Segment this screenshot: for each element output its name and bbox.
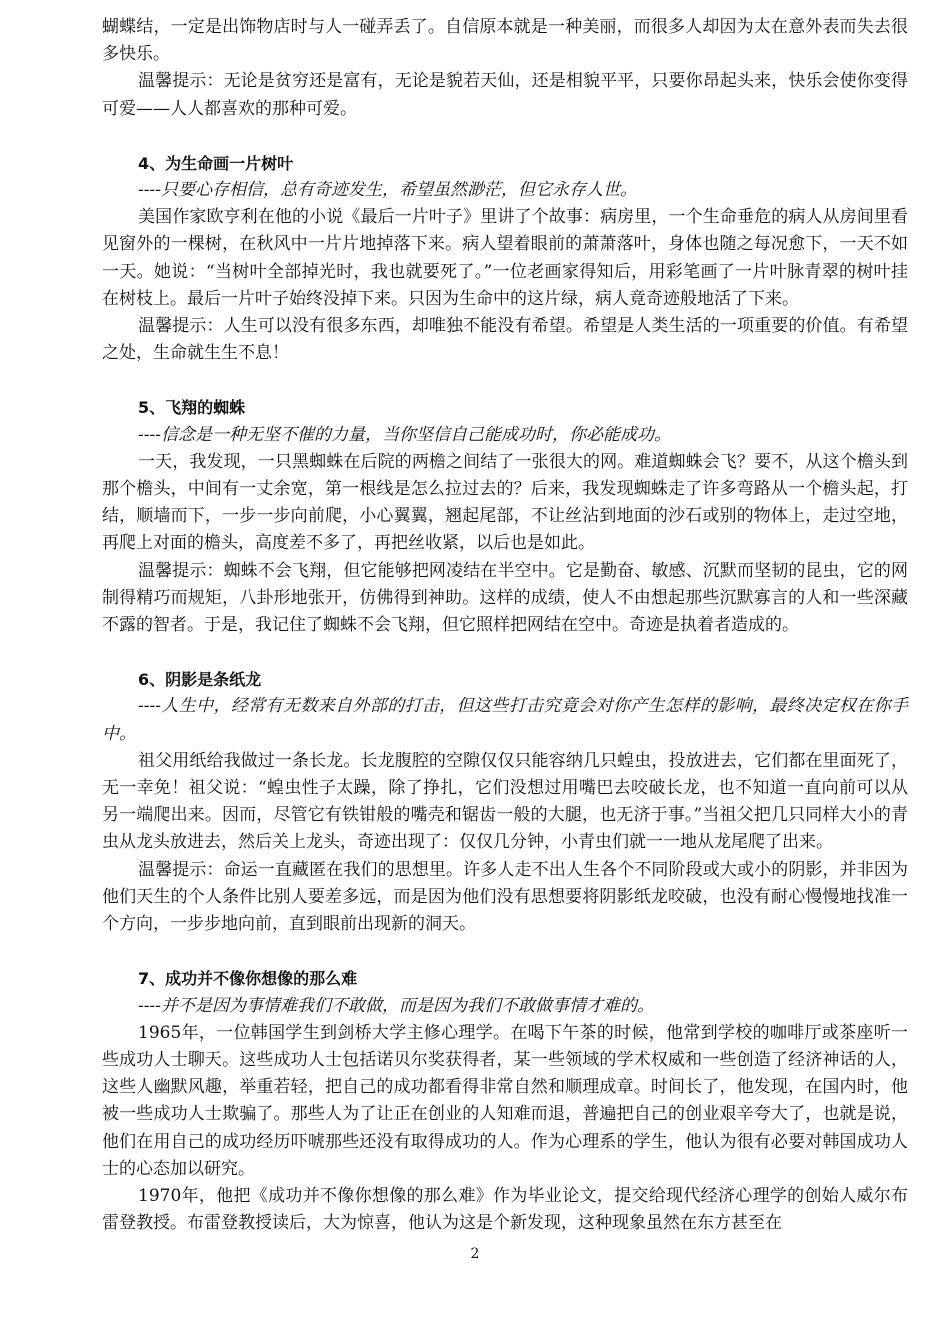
section-7	[102, 965, 908, 1237]
section-paragraph: 1965年，一位韩国学生到剑桥大学主修心理学。在喝下午茶的时候，他常到学校的咖啡厅或茶座听一些成功人士聊天。这些成功人士包括诺贝尔奖获得者，某一些领域的学术权威和一些创造了经济神话的人，这些人幽默风趣，举重若轻，把自己的成功都看得非常自然和顺理成章。时间长了，他发现，在国内时，他被一些成功人士欺骗了。那些人为了让正在创业的人知难而退，普遍把自己的创业艰辛夸大了，也就是说，他们在用自己的成功经历吓唬那些还没有取得成功的人。作为心理系的学生，他认为很有必要对韩国成功人士的心态加以研究。	[102, 1022, 908, 1179]
section-tip: 温馨提示：命运一直藏匿在我们的思想里。许多人走不出人生各个不同阶段或大或小的阴影，并非因为他们天生的个人条件比别人要差多远，而是因为他们没有思想要将阴影纸龙咬破，也没有耐心慢慢地找准一个方向，一步步地向前，直到眼前出现新的洞天。	[102, 859, 908, 935]
section-5	[102, 394, 908, 639]
section-heading: 6、阴影是条纸龙	[138, 670, 262, 690]
section-paragraph: 一天，我发现，一只黑蜘蛛在后院的两檐之间结了一张很大的网。难道蜘蛛会飞？要不，从这个檐头到那个檐头，中间有一丈余宽，第一根线是怎么拉过去的？后来，我发现蜘蛛走了许多弯路从一个檐头起，打结，顺墙而下，一步一步向前爬，小心翼翼，翘起尾部，不让丝沾到地面的沙石或别的物体上，走过空地，再爬上对面的檐头，高度差不多了，再把丝收紧，以后也是如此。	[102, 451, 908, 554]
section-paragraph: 祖父用纸给我做过一条长龙。长龙腹腔的空隙仅仅只能容纳几只蝗虫，投放进去，它们都在里面死了，无一幸免！祖父说：“蝗虫性子太躁，除了挣扎，它们没想过用嘴巴去咬破长龙，也不知道一直向前可以从另一端爬出来。因而，尽管它有铁钳般的嘴壳和锯齿一般的大腿，也无济于事。”当祖父把几只同样大小的青虫从龙头放进去，然后关上龙头，奇迹出现了：仅仅几分钟，小青虫们就一一地从龙尾爬了出来。	[102, 750, 908, 853]
section-heading: 4、为生命画一片树叶	[138, 153, 294, 173]
section-heading: 7、成功并不像你想像的那么难	[138, 969, 358, 989]
section-subtitle: ----并不是因为事情难我们不敢做，而是因为我们不敢做事情才难的。	[138, 995, 654, 1016]
section-subtitle: ----人生中，经常有无数来自外部的打击，但这些打击究竟会对你产生怎样的影响，最终决定权在你手中。	[102, 696, 908, 744]
section-paragraph: 1970年，他把《成功并不像你想像的那么难》作为毕业论文，提交给现代经济心理学的创始人威尔布雷登教授。布雷登教授读后，大为惊喜，他认为这是个新发现，这种现象虽然在东方甚至在	[102, 1185, 908, 1234]
section-tip: 温馨提示：蜘蛛不会飞翔，但它能够把网凌结在半空中。它是勤奋、敏感、沉默而坚韧的昆虫，它的网制得精巧而规矩，八卦形地张开，仿佛得到神助。这样的成绩，使人不由想起那些沉默寡言的人和一些深藏不露的智者。于是，我记住了蜘蛛不会飞翔，但它照样把网结在空中。奇迹是执着者造成的。	[102, 560, 908, 636]
section-subtitle: ----只要心存相信，总有奇迹发生，希望虽然渺茫，但它永存人世。	[138, 180, 637, 201]
section-tip: 温馨提示：人生可以没有很多东西，却唯独不能没有希望。希望是人类生活的一项重要的价值。有希望之处，生命就生生不息！	[102, 316, 908, 364]
section-subtitle: ----信念是一种无坚不催的力量，当你坚信自己能成功时，你必能成功。	[138, 424, 671, 445]
section-heading: 5、飞翔的蜘蛛	[138, 398, 246, 418]
section-4	[102, 150, 908, 368]
intro-tip: 温馨提示：无论是贫穷还是富有，无论是貌若天仙，还是相貌平平，只要你昂起头来，快乐会使你变得可爱——人人都喜欢的那种可爱。	[102, 71, 908, 119]
section-6	[102, 666, 908, 938]
section-paragraph: 美国作家欧亨利在他的小说《最后一片叶子》里讲了个故事：病房里，一个生命垂危的病人从房间里看见窗外的一棵树，在秋风中一片片地掉落下来。病人望着眼前的萧萧落叶，身体也随之每况愈下，一天不如一天。她说：“当树叶全部掉光时，我也就要死了。”一位老画家得知后，用彩笔画了一片叶脉青翠的树叶挂在树枝上。最后一片叶子始终没掉下来。只因为生命中的这片绿，病人竟奇迹般地活了下来。	[102, 207, 908, 309]
page-number: 2	[470, 1246, 480, 1262]
intro-continuation: 蝴蝶结，一定是出饰物店时与人一碰弄丢了。自信原本就是一种美丽，而很多人却因为太在意外表而失去很多快乐。	[102, 17, 908, 65]
